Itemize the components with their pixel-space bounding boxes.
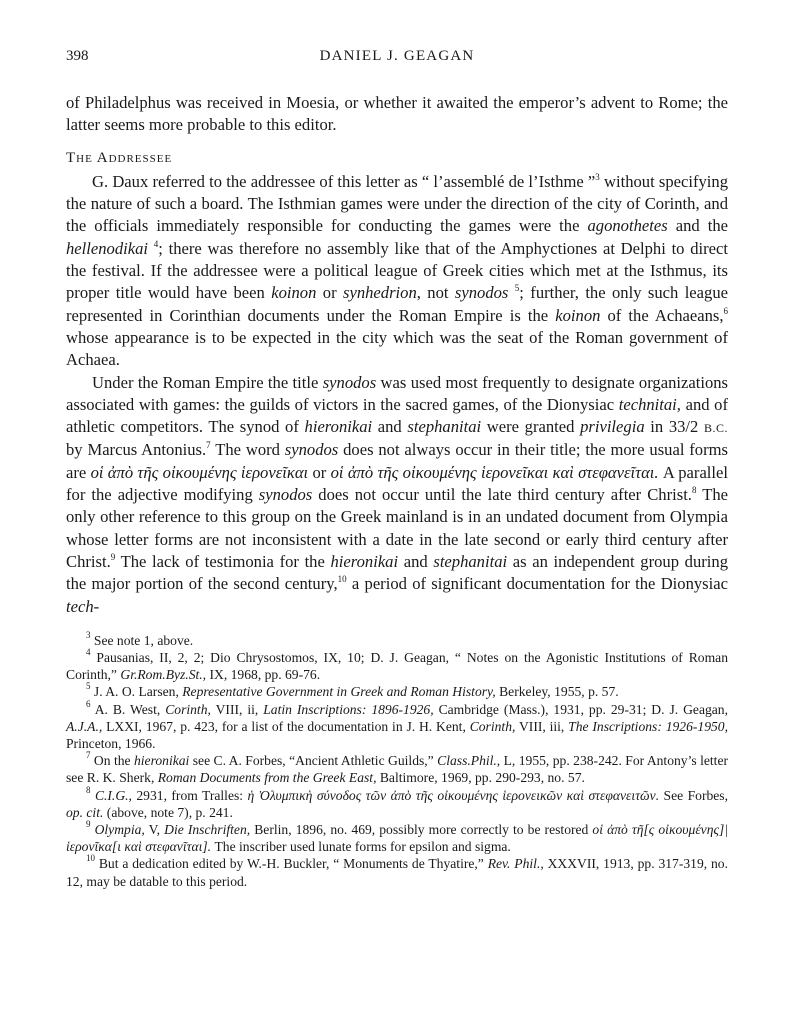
italic-term: Class.Phil.,: [437, 753, 501, 769]
text-run: The only other reference to this group on the Greek mainland is in an undated document from Olympia whose letter forms are not inconsistent with a date in the late second or early third century after Christ.: [66, 485, 728, 571]
text-run: and of athletic competitors. The synod of: [66, 394, 728, 437]
italic-term: Rev. Phil.,: [487, 856, 544, 872]
footnote-ref: 4: [86, 647, 91, 658]
text-run: See Forbes,: [659, 787, 728, 803]
footnote-ref: 9: [110, 551, 116, 562]
text-run: LXXI, 1967, p. 423, for a list of the documentation in J. H. Kent,: [102, 718, 470, 734]
greek-text: οἱ ἀπὸ τῆ[ς οἰκουμένης]|ἱερονῖκα[ι καὶ στεφανῖται].: [66, 822, 728, 855]
footnote-5: [66, 683, 728, 700]
text-run: does not occur until the late third century after Christ.: [312, 485, 692, 505]
italic-term: stephanitai: [407, 417, 482, 437]
footnote-ref: 9: [86, 819, 91, 830]
text-run: The inscriber used lunate forms for epsilon and sigma.: [211, 839, 511, 855]
text-run: was used most frequently to designate organizations associated with games: the guilds of victors in the sacred games, of the Dionysiac: [66, 372, 728, 414]
footnote-ref: 7: [86, 750, 91, 761]
text-run: A. B. West,: [90, 701, 166, 717]
small-caps-text: B.C.: [703, 421, 728, 436]
italic-term: Corinth,: [469, 718, 516, 734]
text-run: A parallel for the adjective modifying: [66, 462, 729, 505]
text-run: Berlin, 1896, no. 469, possibly more correctly to be restored: [250, 822, 593, 838]
paragraph-synodos: [66, 372, 728, 618]
footnote-ref: 5: [514, 283, 520, 294]
italic-term: hellenodikai: [66, 238, 149, 258]
text-run: whose appearance is to be expected in the city which was the seat of the Roman government of Achaea.: [66, 327, 728, 370]
footnote-ref: 3: [595, 171, 600, 182]
text-run: 2931, from Tralles:: [131, 787, 248, 803]
footnote-ref: 10: [337, 574, 347, 585]
italic-term: Corinth,: [165, 701, 211, 717]
footnote-ref: 4: [153, 238, 159, 249]
italic-term: koinon: [271, 283, 317, 303]
footnote-ref: 8: [691, 485, 697, 496]
footnote-ref: 5: [86, 681, 91, 692]
italic-term: C.I.G.,: [94, 787, 132, 803]
page: [66, 48, 728, 890]
italic-term: Die Inschriften,: [164, 822, 251, 838]
italic-term: technitai,: [618, 394, 681, 414]
text-run: of Philadelphus was received in Moesia, or whether it awaited the emperor’s advent to Rome; the latter seems more probable to this editor.: [66, 93, 728, 135]
italic-term: Gr.Rom.Byz.St.,: [120, 667, 207, 683]
text-run: VIII, ii,: [210, 701, 264, 717]
text-run: see C. A. Forbes, “Ancient Athletic Guilds,”: [189, 753, 438, 769]
footnote-8: [66, 784, 728, 821]
text-run: G. Daux referred to the addressee of this letter as “ l’assemblé de l’Isthme ”: [92, 171, 596, 191]
italic-term: koinon: [555, 305, 601, 325]
text-run: and: [398, 551, 434, 571]
italic-term: hieronikai: [133, 753, 190, 769]
section-heading: The Addressee: [66, 149, 173, 166]
text-run: as an independent group during the major portion of the second century,: [66, 551, 728, 594]
footnote-9: [66, 821, 728, 855]
text-run: or: [316, 283, 344, 303]
text-run: Berkeley, 1955, p. 57.: [495, 684, 619, 700]
footnote-ref: 3: [86, 629, 91, 640]
footnote-ref: 7: [206, 440, 211, 451]
greek-text: ἡ Ὀλυμπικὴ σύνοδος τῶν ἀπὸ τῆς οἰκουμένης ἱερονεικῶν καὶ στεφανειτῶν.: [247, 787, 660, 803]
text-run: Baltimore, 1969, pp. 290-293, no. 57.: [376, 770, 585, 786]
text-run: , not: [416, 283, 455, 303]
paragraph-addressee: [66, 171, 728, 372]
page-header: [66, 48, 728, 74]
italic-term: Latin Inscriptions: 1896-1926,: [263, 701, 434, 717]
text-run: J. A. O. Larsen,: [90, 684, 183, 700]
italic-term: Roman Documents from the Greek East,: [157, 770, 377, 786]
italic-term: synhedrion: [343, 283, 417, 303]
running-title: DANIEL J. GEAGAN: [319, 48, 475, 64]
text-run: See note 1, above.: [90, 632, 194, 648]
footnote-6: [66, 698, 729, 753]
text-run: But a dedication edited by W.-H. Buckler, “ Monuments de Thyatire,”: [95, 856, 488, 872]
footnote-ref: 6: [86, 698, 91, 709]
italic-term: hieronikai: [330, 551, 399, 571]
text-run: (above, note 7), p. 241.: [103, 804, 233, 820]
greek-text: οἱ ἀπὸ τῆς οἰκουμένης ἱερονεῖκαι: [90, 462, 309, 482]
text-run: Cambridge (Mass.), 1931, pp. 29-31; D. J. Geagan,: [433, 701, 729, 717]
page-number: 398: [66, 48, 89, 64]
text-run: IX, 1968, pp. 69-76.: [206, 667, 321, 683]
text-run: were granted: [481, 417, 581, 437]
footnote-ref: 10: [86, 853, 95, 864]
text-run: On the: [90, 753, 134, 769]
italic-term: agonothetes: [587, 216, 668, 236]
text-run: a period of significant documentation for the Dionysiac: [346, 574, 728, 594]
italic-term: Olympia,: [94, 822, 145, 838]
text-run: VIII, iii,: [515, 718, 569, 734]
italic-term: op. cit.: [66, 804, 104, 820]
greek-text: οἱ ἀπὸ τῆς οἰκουμένης ἱερονεῖκαι καὶ στεφανεῖται.: [330, 462, 659, 482]
text-run: ; there was therefore no assembly like that of the Amphyctiones at Delphi to direct the festival. If the addressee were a political league of Greek cities which met at the Isthmus, its proper title would have been: [66, 238, 728, 303]
italic-term: A.J.A.,: [66, 718, 103, 734]
text-run: without specifying the nature of such a board. The Isthmian games were under the direction of the city of Corinth, and the officials immediately responsible for conducting the games were the: [66, 171, 729, 236]
italic-term: The Inscriptions: 1926-1950,: [568, 718, 729, 734]
footnotes: [66, 629, 729, 890]
text-run: and the: [667, 216, 728, 236]
footnote-ref: 6: [723, 305, 728, 316]
text-run: by Marcus Antonius.: [66, 440, 207, 460]
text-run: does not always occur in their title; the more usual forms are: [66, 440, 728, 482]
text-run: Pausanias, II, 2, 2; Dio Chrysostomos, IX, 10; D. J. Geagan, “ Notes on the Agonistic Institutions of Roman Corinth,”: [66, 650, 728, 683]
italic-term: synodos: [284, 440, 339, 460]
text-run: V,: [144, 822, 165, 838]
text-run: L, 1955, pp. 238-242. For Antony’s letter see R. K. Sherk,: [66, 753, 729, 786]
italic-term: Representative Government in Greek and Roman History,: [182, 684, 496, 700]
paragraph-continued: [66, 92, 728, 137]
footnote-3: [66, 629, 728, 649]
footnote-ref: 8: [86, 784, 91, 795]
text-run: The word: [210, 440, 285, 460]
footnote-4: [66, 649, 728, 683]
text-run: in 33/2: [644, 417, 704, 437]
text-run: XXXVII, 1913, pp. 317-319, no. 12, may be datable to this period.: [66, 856, 728, 889]
italic-term: tech-: [66, 596, 100, 616]
italic-term: synodos: [322, 372, 377, 392]
italic-term: hieronikai: [304, 417, 373, 437]
italic-term: synodos: [454, 283, 509, 303]
italic-term: stephanitai: [433, 551, 508, 571]
text-run: ; further, the only such league represented in Corinthian documents under the Roman Empire is the: [66, 283, 728, 325]
footnote-10: [66, 855, 728, 889]
text-run: The lack of testimonia for the: [115, 551, 331, 571]
body-text: [66, 92, 728, 618]
text-run: or: [308, 462, 331, 482]
text-run: and: [372, 417, 408, 437]
text-run: Princeton, 1966.: [66, 736, 156, 752]
footnote-7: [66, 752, 728, 786]
italic-term: synodos: [258, 485, 313, 505]
text-run: of the Achaeans,: [600, 305, 724, 325]
italic-term: privilegia: [580, 417, 645, 437]
text-run: Under the Roman Empire the title: [92, 372, 323, 392]
